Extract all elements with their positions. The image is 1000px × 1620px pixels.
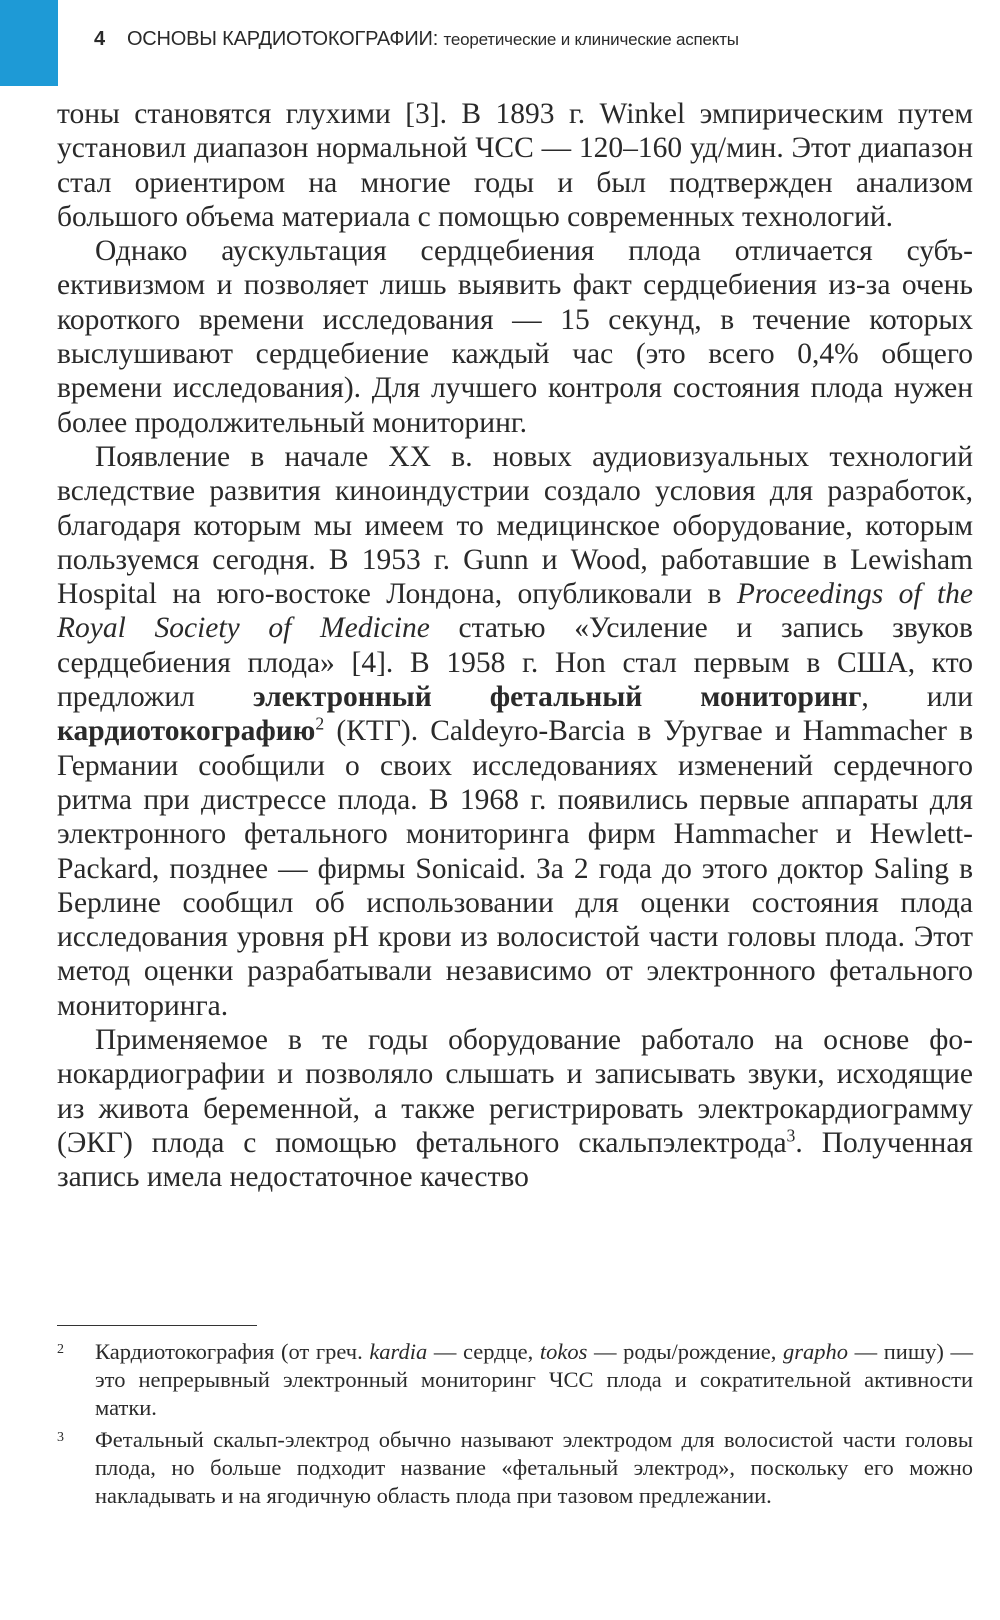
chapter-accent-bar	[0, 0, 58, 86]
footnote-separator	[57, 1325, 257, 1326]
footnote-ref-2[interactable]: 2	[315, 713, 325, 734]
footnote-2	[57, 1338, 973, 1422]
footnote-text: Фетальный скальп-электрод обычно называют электродом для волосистой части головы плода, но больше подходит название «фетальный электрод», поскольку его можно накладывать и на ягодичную область плода при тазовом предлежании.	[95, 1427, 973, 1508]
journal-title: Proceedings of the Royal Society of Medicine	[57, 578, 973, 645]
footnotes	[57, 1338, 973, 1514]
footnote-text: Кардиотокография (от греч. kardia — сердце, tokos — роды/рождение, grapho — пишу) — это непрерывный электронный мониторинг ЧСС плода и сократительной активности матки.	[95, 1339, 973, 1420]
running-header	[94, 28, 739, 51]
footnote-3	[57, 1426, 973, 1510]
paragraph-4: Применяемое в те годы оборудование работало на основе фонокардиографии и позволяло слышать и записывать звуки, исходящие из живота беременной, а также регистрировать электрокардиограмму (ЭКГ) плода с помощью фетального скальпэлектрода$^3$. Полученная запись имела недостаточное качество	[57, 1024, 973, 1194]
header-subtitle: теоретические и клинические аспекты	[443, 30, 739, 49]
term-efm: электронный фетальный мониторинг	[252, 681, 862, 714]
footnote-mark: 2	[57, 1342, 64, 1357]
footnote-ref-3[interactable]: 3	[786, 1125, 796, 1146]
header-title: ОСНОВЫ КАРДИОТОКОГРАФИИ:	[126, 28, 439, 50]
term-ctg: кардиотокографию	[57, 715, 316, 748]
main-text	[57, 97, 973, 1195]
page-number: 4	[94, 28, 105, 50]
paragraph-2: Однако аускультация сердцебиения плода отличается субъективизмом и позволяет лишь выявить факт сердцебиения из-за очень короткого времени исследования — 15 секунд, в течение которых выслушивают сердцебиение каждый час (это всего 0,4% общего времени исследования). Для лучшего контроля состояния плода нужен более продолжительный мониторинг.	[57, 235, 973, 439]
footnote-mark: 3	[57, 1430, 64, 1445]
paragraph-3: Появление в начале XX в. новых аудиовизуальных технологий вследствие развития киноиндустрии создало условия для разработок, благодаря которым мы имеем то медицинское оборудование, которым пользуемся сегодня. В 1953 г. Gunn и Wood, работавшие в Lewisham Hospital на юго-востоке Лондона, опубликовали в Proceedings of the Royal Society of Medicine статью «Усиление и запись звуков сердцебиения плода» [4]. В 1958 г. Hon стал первым в США, кто предложил электронный фетальный мониторинг, или кардиотокографию$^2$ (КТГ). Caldeyro-Barcia в Уругвае и Hammacher в Германии сообщили о своих исследованиях изменений сердечного ритма при дистрессе плода. В 1968 г. появились первые аппараты для электронного фетального мониторинга фирм Hammacher и Hewlett-Packard, позднее — фирмы Sonicaid. За 2 года до этого доктор Saling в Берлине сообщил об использовании для оценки состояния плода исследования уровня pH крови из волосистой части головы плода. Этот метод оценки разрабатывали независимо от электронного фетального мониторинга.	[57, 440, 973, 1022]
paragraph-1: тоны становятся глухими [3]. В 1893 г. Winkel эмпирическим путем установил диапазон нормальной ЧСС — 120–160 уд/мин. Этот диапазон стал ориентиром на многие годы и был подтвержден анализом большого объема материала с помощью современных технологий.	[57, 98, 973, 233]
